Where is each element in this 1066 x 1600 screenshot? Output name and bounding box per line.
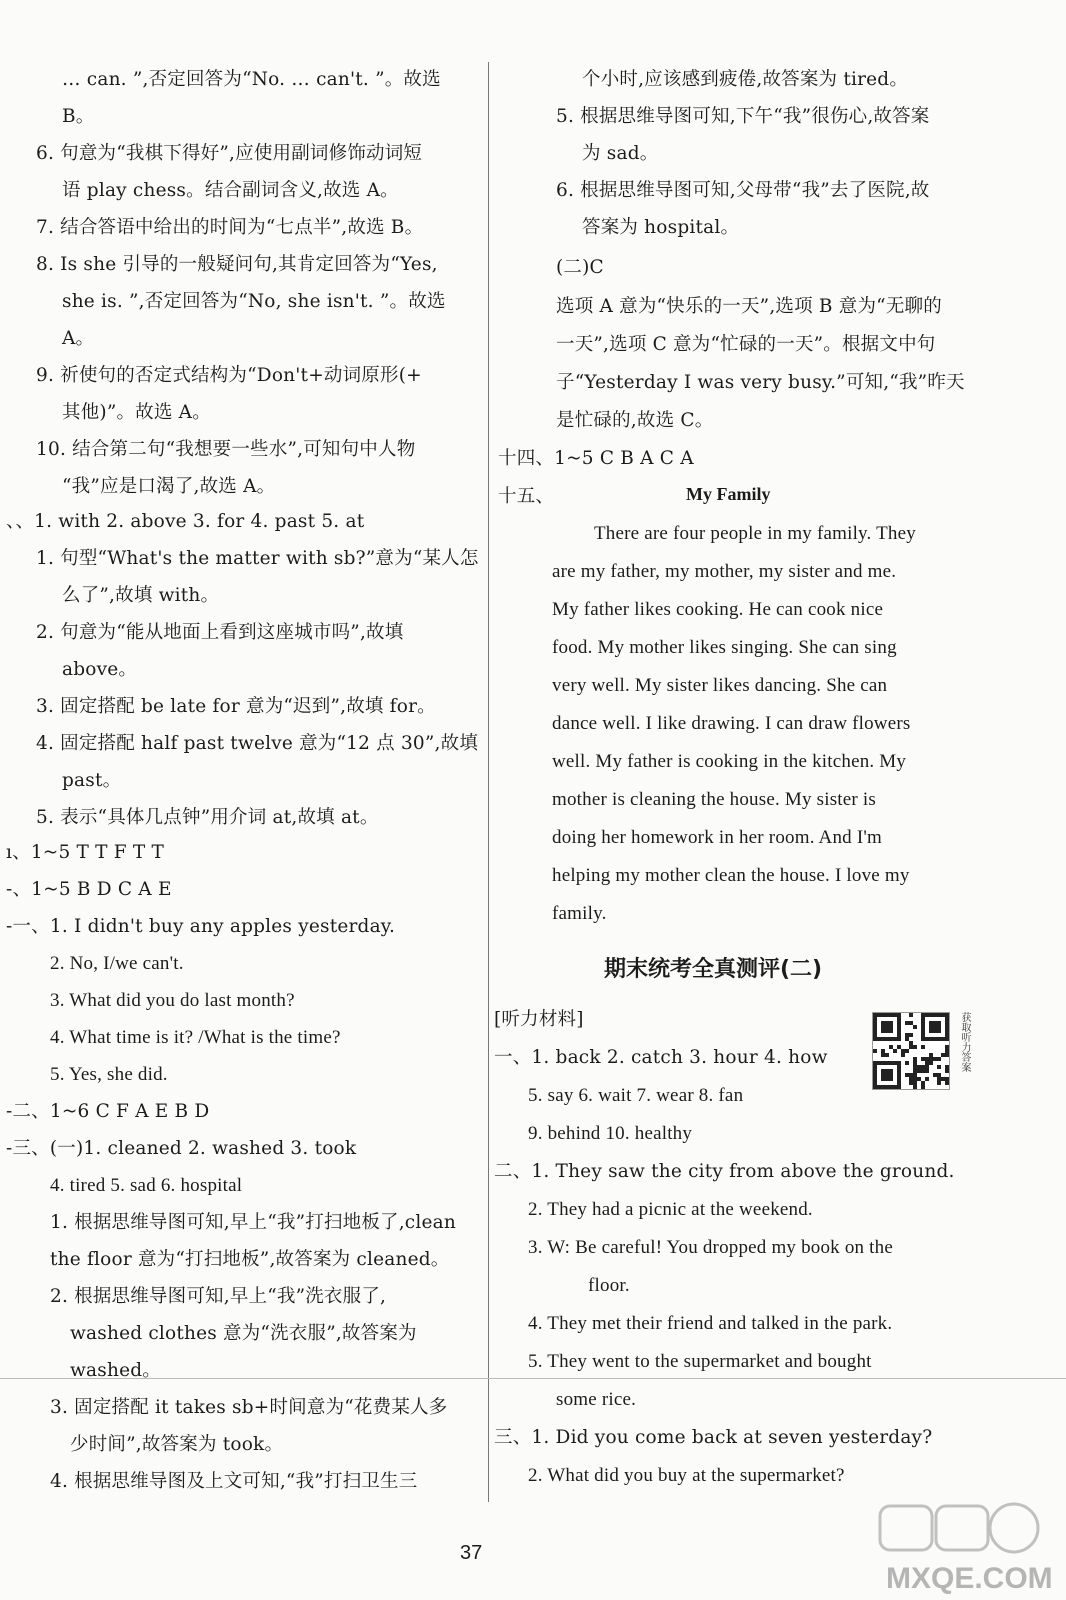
qr-caption: 获取听力答案 xyxy=(959,1012,970,1072)
text-line: -三、(一)1. cleaned 2. washed 3. took xyxy=(6,1138,357,1159)
svg-text:MXQE.COM: MXQE.COM xyxy=(886,1562,1052,1595)
text-line: she is. ”,否定回答为“No, she isn't. ”。故选 xyxy=(62,291,446,312)
text-line: 3. 固定搭配 it takes sb+时间意为“花费某人多 xyxy=(50,1397,448,1418)
text-line: 1. 根据思维导图可知,早上“我”打扫地板了,clean xyxy=(50,1212,456,1233)
text-line: 5. say 6. wait 7. wear 8. fan xyxy=(528,1085,744,1106)
text-line: floor. xyxy=(588,1275,630,1296)
text-line: … can. ”,否定回答为“No. … can't. ”。故选 xyxy=(62,69,441,90)
text-line: 2. 句意为“能从地面上看到这座城市吗”,故填 xyxy=(36,622,404,643)
text-line: 4. What time is it? /What is the time? xyxy=(50,1027,341,1048)
text-line: There are four people in my family. They xyxy=(594,523,916,544)
text-line: “我”应是口渴了,故选 A。 xyxy=(62,476,276,497)
text-line: 5. 表示“具体几点钟”用介词 at,故填 at。 xyxy=(36,807,379,828)
text-line: 其他)”。故选 A。 xyxy=(62,402,211,423)
text-line: washed。 xyxy=(70,1360,161,1381)
text-line: 6. 根据思维导图可知,父母带“我”去了医院,故 xyxy=(556,180,930,201)
text-line: 一、1. back 2. catch 3. hour 4. how xyxy=(494,1047,828,1068)
text-line: 4. tired 5. sad 6. hospital xyxy=(50,1175,243,1196)
text-line: 10. 结合第二句“我想要一些水”,可知句中人物 xyxy=(36,439,416,460)
text-line: 3. W: Be careful! You dropped my book on the xyxy=(528,1237,893,1258)
text-line: -二、1~6 C F A E B D xyxy=(6,1101,210,1122)
text-line: 语 play chess。结合副词含义,故选 A。 xyxy=(62,180,399,201)
text-line: 一天”,选项 C 意为“忙碌的一天”。根据文中句 xyxy=(556,334,936,355)
page-number: 37 xyxy=(460,1542,483,1564)
text-line: 4. 根据思维导图及上文可知,“我”打扫卫生三 xyxy=(50,1471,418,1492)
text-line: washed clothes 意为“洗衣服”,故答案为 xyxy=(70,1323,417,1344)
section-heading: 期末统考全真测评(二) xyxy=(604,957,823,982)
text-line: 2. No, I/we can't. xyxy=(50,953,184,974)
text-line: 二、1. They saw the city from above the ground. xyxy=(494,1161,955,1182)
text-line: 7. 结合答语中给出的时间为“七点半”,故选 B。 xyxy=(36,217,424,238)
text-line: helping my mother clean the house. I love my xyxy=(552,865,910,886)
text-line: 十四、1~5 C B A C A xyxy=(498,448,694,469)
watermark-logo xyxy=(872,1500,1052,1596)
text-line: 2. They had a picnic at the weekend. xyxy=(528,1199,813,1220)
text-line: 2. What did you buy at the supermarket? xyxy=(528,1465,845,1486)
text-line: some rice. xyxy=(556,1389,637,1410)
text-line: 8. Is she 引导的一般疑问句,其肯定回答为“Yes, xyxy=(36,254,438,275)
text-line: 9. behind 10. healthy xyxy=(528,1123,693,1144)
text-line: (二)C xyxy=(556,257,604,278)
text-line: family. xyxy=(552,903,607,924)
text-line: -、1~5 B D C A E xyxy=(6,879,172,900)
text-line: are my father, my mother, my sister and me. xyxy=(552,561,897,582)
text-line: mother is cleaning the house. My sister is xyxy=(552,789,876,810)
text-line: 1. 句型“What's the matter with sb?”意为“某人怎 xyxy=(36,548,479,569)
text-line: 5. 根据思维导图可知,下午“我”很伤心,故答案 xyxy=(556,106,930,127)
text-line: 少时间”,故答案为 took。 xyxy=(70,1434,284,1455)
text-line: very well. My sister likes dancing. She can xyxy=(552,675,888,696)
text-line: 2. 根据思维导图可知,早上“我”洗衣服了, xyxy=(50,1286,387,1307)
text-line: 5. Yes, she did. xyxy=(50,1064,168,1085)
text-line: dance well. I like drawing. I can draw flowers xyxy=(552,713,911,734)
text-line: 、、1. with 2. above 3. for 4. past 5. at xyxy=(6,511,365,532)
text-line: B。 xyxy=(62,106,95,127)
text-line: food. My mother likes singing. She can sing xyxy=(552,637,897,658)
text-line: 么了”,故填 with。 xyxy=(62,585,220,606)
text-line: 是忙碌的,故选 C。 xyxy=(556,410,714,431)
text-line: 4. They met their friend and talked in the park. xyxy=(528,1313,893,1334)
text-line: 3. What did you do last month? xyxy=(50,990,295,1011)
text-line: ı、1~5 T T F T T xyxy=(6,842,165,863)
text-line: doing her homework in her room. And I'm xyxy=(552,827,882,848)
text-line: 6. 句意为“我棋下得好”,应使用副词修饰动词短 xyxy=(36,143,423,164)
text-line: 4. 固定搭配 half past twelve 意为“12 点 30”,故填 xyxy=(36,733,479,754)
text-line: 十五、 xyxy=(498,486,555,507)
text-line: -一、1. I didn't buy any apples yesterday. xyxy=(6,916,396,937)
text-line: 答案为 hospital。 xyxy=(582,217,740,238)
text-line: [听力材料] xyxy=(494,1009,584,1030)
text-line: well. My father is cooking in the kitchen. My xyxy=(552,751,907,772)
text-line: 选项 A 意为“快乐的一天”,选项 B 意为“无聊的 xyxy=(556,296,942,317)
text-line: past。 xyxy=(62,770,122,791)
text-line: 3. 固定搭配 be late for 意为“迟到”,故填 for。 xyxy=(36,696,436,717)
text-line: 为 sad。 xyxy=(582,143,659,164)
text-line: 三、1. Did you come back at seven yesterday? xyxy=(494,1427,933,1448)
text-line: 子“Yesterday I was very busy.”可知,“我”昨天 xyxy=(556,372,965,393)
column-divider xyxy=(488,62,489,1502)
text-line: A。 xyxy=(62,328,95,349)
text-line: the floor 意为“打扫地板”,故答案为 cleaned。 xyxy=(50,1249,450,1270)
qr-code-icon[interactable] xyxy=(872,1012,950,1090)
text-line: 9. 祈使句的否定式结构为“Don't+动词原形(+ xyxy=(36,365,422,386)
text-line: 5. They went to the supermarket and bought xyxy=(528,1351,872,1372)
text-line: 个小时,应该感到疲倦,故答案为 tired。 xyxy=(582,69,909,90)
text-line: My father likes cooking. He can cook nice xyxy=(552,599,884,620)
essay-title: My Family xyxy=(686,484,771,504)
text-line: above。 xyxy=(62,659,138,680)
